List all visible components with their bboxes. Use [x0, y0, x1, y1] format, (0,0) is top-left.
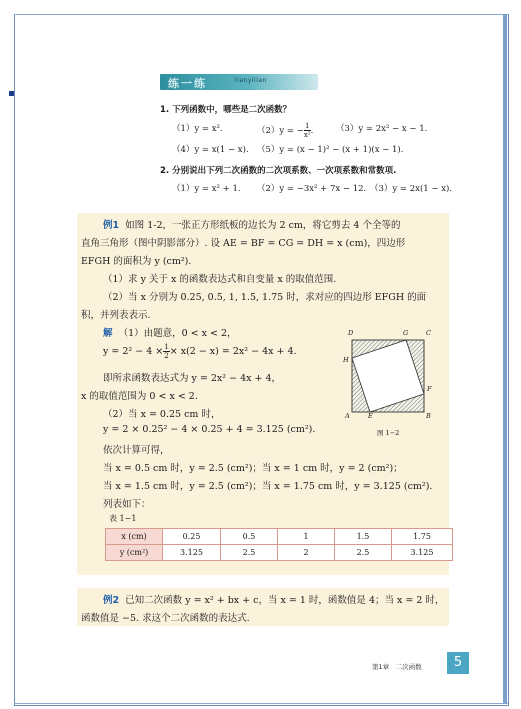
example1-question1: （1）求 y 关于 x 的函数表达式和自变量 x 的取值范围.: [103, 274, 337, 285]
solution-line2: y = 2² − 4 × $\frac{1}{2}$ × x(2 − x) = 2x² − 4x + 4.: [103, 343, 297, 360]
page-number: 5: [447, 652, 469, 674]
table-header-y: y (cm²): [106, 545, 163, 561]
figure-square-diagram: [340, 328, 440, 428]
figure-label-b: B: [426, 412, 431, 420]
exercise-q1-item-5: （5）y = (x − 1)² − (x + 1)(x − 1).: [257, 145, 404, 155]
chapter-footer: 第1章 二次函数: [372, 663, 422, 671]
exercise-q2-stem: 2. 分别说出下列二次函数的二次项系数、一次项系数和常数项.: [160, 166, 397, 176]
example1-label: 例1: [103, 220, 120, 231]
table-cell: 1.5: [335, 529, 392, 545]
table-header-x: x (cm): [106, 529, 163, 545]
top-rule: [14, 14, 508, 15]
example2-line1: 例2 已知二次函数 y = x² + bx + c，当 x = 1 时，函数值是 4；当 x = 2 时，: [103, 595, 445, 606]
right-edge-bar: [503, 14, 507, 704]
banner-title: 练一练: [168, 77, 207, 90]
table-cell: 1: [278, 529, 335, 545]
fraction: $\frac{1}{\text{x²}}$: [303, 122, 311, 139]
solution-line6: y = 2 × 0.25² − 4 × 0.25 + 4 = 3.125 (cm²).: [103, 424, 316, 435]
exercise-q1-stem: 1. 下列函数中，哪些是二次函数？: [160, 105, 292, 115]
example1-question2a: （2）当 x 分别为 0.25, 0.5, 1, 1.5, 1.75 时，求对应的四边形 EFGH 的面: [103, 292, 427, 303]
example2-label: 例2: [103, 595, 120, 606]
table-row: [106, 529, 453, 545]
solution-line8: 当 x = 0.5 cm 时，y = 2.5 (cm²)；当 x = 1 cm 时，y = 2 (cm²)；: [103, 463, 403, 474]
figure-label-a: A: [345, 412, 350, 420]
banner-subtitle: lianyilian: [235, 77, 267, 84]
exercise-q2-item-1: （1）y = x² + 1.: [172, 184, 241, 194]
solution-line3: 即所求函数表达式为 y = 2x² − 4x + 4，: [103, 373, 282, 384]
figure-label-g: G: [403, 329, 409, 337]
solution-label: 解: [103, 328, 113, 339]
solution-line4: x 的取值范围为 0 < x < 2.: [81, 391, 198, 402]
figure-label-f: F: [427, 385, 432, 393]
exercise-q2-item-2: （2）y = −3x² + 7x − 12.: [257, 184, 367, 194]
bottom-rule: [14, 703, 508, 704]
example1-line1: 例1 如图 1-2，一张正方形纸板的边长为 2 cm，将它剪去 4 个全等的: [103, 220, 401, 231]
figure-label-c: C: [426, 329, 431, 337]
exercise-q1-item-4: （4）y = x(1 − x).: [172, 145, 249, 155]
table-cell: 2.5: [335, 545, 392, 561]
table-cell: 2.5: [221, 545, 278, 561]
figure-label-e: E: [368, 412, 373, 420]
exercise-q1-item-3: （3）y = 2x² − x − 1.: [336, 124, 428, 134]
exercise-q2-item-3: （3）y = 2x(1 − x).: [370, 184, 452, 194]
table-cell: 0.25: [163, 529, 221, 545]
fraction: $\frac{1}{2}$: [164, 343, 169, 360]
figure-label-h: H: [343, 356, 349, 364]
solution-line9: 当 x = 1.5 cm 时，y = 2.5 (cm²)；当 x = 1.75 cm 时，y = 3.125 (cm²).: [103, 481, 433, 492]
example1-line2: 直角三角形（图中阴影部分）. 设 AE = BF = CG = DH = x (cm)，四边形: [81, 238, 406, 249]
solution-line10: 列表如下：: [103, 499, 151, 510]
table-row: [106, 545, 453, 561]
solution-line7: 依次计算可得，: [103, 445, 170, 456]
values-table: [105, 528, 453, 561]
solution-line1: 解 （1）由题意，0 < x < 2，: [103, 328, 237, 339]
figure-caption: 图 1−2: [377, 429, 400, 437]
exercise-q1-item-1: （1）y = x².: [172, 124, 223, 134]
figure-label-d: D: [348, 329, 354, 337]
table-cell: 2: [278, 545, 335, 561]
table-cell: 1.75: [392, 529, 453, 545]
exercise-q1-item-2: （2）y = − $\frac{1}{\text{x²}}$ .: [257, 122, 314, 139]
example1-line3: EFGH 的面积为 y (cm²).: [81, 256, 192, 267]
table-title: 表 1−1: [109, 514, 137, 523]
example2-line2: 函数值是 −5. 求这个二次函数的表达式.: [81, 613, 250, 624]
margin-marker: [9, 91, 14, 96]
table-cell: 3.125: [392, 545, 453, 561]
solution-line5: （2）当 x = 0.25 cm 时，: [103, 409, 221, 420]
table-cell: 0.5: [221, 529, 278, 545]
table-cell: 3.125: [163, 545, 221, 561]
example1-question2b: 积，并列表表示.: [81, 310, 151, 321]
exercise-banner: [160, 74, 318, 90]
